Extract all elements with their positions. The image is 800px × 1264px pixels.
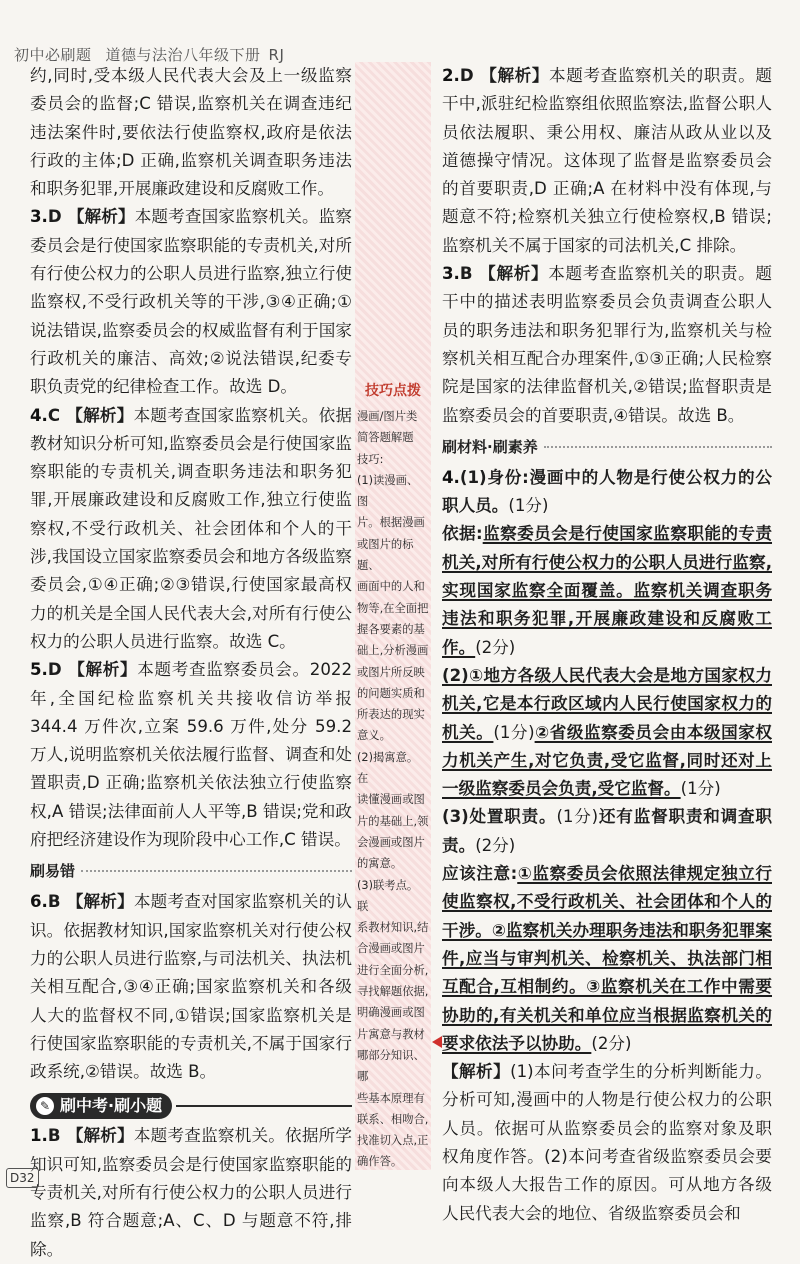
analysis-tag: 【解析】 [67, 207, 135, 227]
tips-line: 简答题解题 [357, 431, 414, 445]
analysis-text: 本题考查对国家监察机关的认识。依据教材知识,国家监察机关对行使公权力的公职人员进行监察,与司法机关、执法机关相互配合,③④正确;国家监察机关和各级人大的监督权不同,①错误;国家监察机关是行使国家监察职能的专责机关,不属于国家行政系统,②错误。故选 B。 [30, 892, 353, 1082]
section-heading-cailiao: 刷材料·刷素养 [442, 432, 772, 462]
tips-line: 所表达的现实 [357, 708, 425, 722]
analysis-tag: 【解析】 [66, 892, 134, 912]
analysis-tag: 【解析】 [66, 405, 134, 425]
analysis-tag: 【解析】 [479, 66, 550, 85]
tips-line: 或图片所反映 [357, 665, 425, 679]
answer-item-3-right: 3.B 【解析】本题考查监察机关的职责。题干中的描述表明监察委员会负责调查公职人员的职务违法和职务犯罪行为,监察机关与检察机关相互配合办理案件,①③正确;人民检察院是国家的法律监督机关,②错误;监督职责是监察委员会的首要职责,④错误。故选 B。 [442, 264, 773, 425]
tips-line: (2)揭寓意。在 [357, 750, 419, 786]
tips-line: 确作答。 [357, 1155, 403, 1169]
header-subject: 道德与法治八年级下册 [105, 46, 261, 64]
tips-line: 漫画/图片类 [357, 410, 418, 423]
header-edition: RJ [268, 46, 285, 64]
tips-line: 明确漫画或图 [357, 1006, 425, 1020]
answer-item-4-part3: (3)处置职责。(1分)还有监督职责和调查职责。(2分) [442, 807, 772, 855]
pointer-arrow-icon [432, 1036, 442, 1048]
tips-line: 础上,分析漫画 [357, 644, 429, 658]
tips-line: 合漫画或图片 [357, 942, 425, 956]
analysis-text: 本题考查监察机关的职责。题干中,派驻纪检监察组依照监察法,监督公职人员依法履职、秉公用权、廉洁从政从业以及道德操守情况。这体现了监督是监察委员会的首要职责,D 正确;A 在材料中没有体现,与题意不符;检察机关独立行使检察权,B 错误;监察机关不属于国家的司法机关,C 排除。 [442, 66, 773, 255]
analysis-text: 本题考查监察机关。依据所学知识可知,监察委员会是行使国家监察职能的专责机关,对所有行使公权力的公职人员进行监察,B 符合题意;A、C、D 与题意不符,排除。 [30, 1126, 353, 1259]
answer-item-4-part1: 4.(1)身份:漫画中的人物是行使公权力的公职人员。(1分) [442, 467, 772, 516]
page-header [0, 0, 800, 62]
tips-title: 技巧点拨 [365, 383, 421, 399]
answer-letter: D [47, 207, 62, 227]
left-column [30, 62, 352, 1264]
tips-line: 读懂漫画或图 [357, 793, 425, 807]
tips-line: 或图片的标题、 [357, 537, 414, 573]
section-heading-zhongkao [30, 1090, 352, 1122]
tips-line: 的寓意。 [357, 857, 403, 871]
answer-item-4-basis: 依据:监察委员会是行使国家监察职能的专责机关,对所有行使公权力的公职人员进行监察,实现国家监察全面覆盖。监察机关调查职务违法和职务犯罪,开展廉政建设和反腐败工作。(2分) [442, 524, 773, 657]
tips-line: 的问题实质和 [357, 686, 425, 700]
answer-item-1: 1.B 【解析】本题考查监察机关。依据所学知识可知,监察委员会是行使国家监察职能的专责机关,对所有行使公权力的公职人员进行监察,B 符合题意;A、C、D 与题意不符,排除。 [30, 1126, 353, 1259]
header-series: 初中必刷题 [14, 46, 92, 64]
answer-item-6: 6.B 【解析】本题考查对国家监察机关的认识。依据教材知识,国家监察机关对行使公权力的公职人员进行监察,与司法机关、执法机关相互配合,③④正确;国家监察机关和各级人大的监督权不同,①错误;国家监察机关是行使国家监察职能的专责机关,不属于国家行政系统,②错误。故选 B。 [30, 892, 353, 1082]
section-divider [176, 1105, 352, 1107]
tips-line: 技巧: [357, 452, 384, 466]
tips-body [357, 406, 429, 1173]
analysis-text: 本题考查国家监察机关。依据教材知识分析可知,监察委员会是行使国家监察职能的专责机关,调查职务违法和职务犯罪,开展廉政建设和反腐败工作,独立行使监察权,不受行政机关、社会团体和个人的干涉,我国设立国家监察委员会和地方各级监察委员会,①④正确;②③错误,行使国家最高权力的机关是全国人民代表大会,对所有行使公权力的公职人员进行监察。故选 C。 [30, 405, 353, 651]
pen-icon: ✎ [36, 1097, 54, 1115]
tips-line: 片。根据漫画 [357, 516, 425, 530]
tips-line: 系教材知识,结 [357, 921, 429, 935]
tips-line: 画面中的人和 [357, 580, 425, 594]
answer-letter: B [459, 264, 473, 284]
analysis-text: 本题考查监察机关的职责。题干中的描述表明监察委员会负责调查公职人员的职务违法和职务犯罪行为,监察机关与检察机关相互配合办理案件,①③正确;人民检察院是国家的法律监督机关,②错误;监督职责是监察委员会的首要职责,④错误。故选 B。 [442, 264, 773, 425]
answer-letter: B [47, 892, 61, 912]
tips-line: 会漫画或图片 [357, 835, 425, 849]
tips-line: 联系、相吻合, [357, 1112, 429, 1126]
answer-item-4-part2: (2)①地方各级人民代表大会是地方国家权力机关,它是本行政区域内人民行使国家权力的机关。(1分)②省级监察委员会由本级国家权力机关产生,对它负责,受它监督,同时还对上一级监察委员会负责,受它监督。(1分) [442, 665, 772, 799]
tips-line: 寻找解题依据, [357, 985, 429, 999]
section-heading-yicuo: 刷易错 [30, 856, 352, 886]
section-badge: ✎ 刷中考·刷小题 [30, 1093, 172, 1119]
analysis-text: 本题考查国家监察机关。监察委员会是行使国家监察职能的专责机关,对所有行使公权力的公职人员进行监察,独立行使监察权,不受行政机关等的干涉,③④正确;①说法错误,监察委员会的权威监督有利于国家行政机关的廉洁、高效;②说法错误,纪委专职负责党的纪律检查工作。故选 D。 [30, 207, 353, 397]
answer-letter: B [47, 1126, 61, 1146]
section-divider [81, 870, 352, 872]
analysis-tag: 【解析】 [66, 1126, 134, 1146]
tips-line: 哪部分知识、哪 [357, 1048, 425, 1084]
answer-item-4-notes: 应该注意:①监察委员会依照法律规定独立行使监察权,不受行政机关、社会团体和个人的干涉。②监察机关办理职务违法和职务犯罪案件,应当与审判机关、检察机关、执法部门相互配合,互相制约。③监察机关在工作中需要协助的,有关机关和单位应当根据监察机关的要求依法予以协助。(2分) [442, 864, 772, 1053]
tips-line: 找准切入点,正 [357, 1134, 429, 1148]
analysis-tag: 【解析】 [67, 660, 138, 680]
answer-item-3: 3.D 【解析】本题考查国家监察机关。监察委员会是行使国家监察职能的专责机关,对所有行使公权力的公职人员进行监察,独立行使监察权,不受行政机关等的干涉,③④正确;①说法错误,监察委员会的权威监督有利于国家行政机关的廉洁、高效;②说法错误,纪委专职负责党的纪律检查工作。故选 D。 [30, 207, 353, 397]
tips-line: 物等,在全面把 [357, 601, 429, 615]
tips-line: 些基本原理有 [357, 1091, 425, 1105]
answer-item-4-analysis: 【解析】(1)本问考查学生的分析判断能力。分析可知,漫画中的人物是行使公权力的公职人员。依据可从监察委员会的监察对象及职权角度作答。(2)本问考查省级监察委员会要向本级人大报告工作的原因。可从地方各级人民代表大会的地位、省级监察委员会和 [442, 1062, 772, 1223]
tips-line: (3)联考点。联 [357, 878, 419, 913]
answer-item-5: 5.D 【解析】本题考查监察委员会。2022 年,全国纪检监察机关共接收信访举报 344.4 万件次,立案 59.6 万件,处分 59.2 万人,说明监察机关依法履行监督、调查和处置职责,D 正确;监察机关依法独立行使监察权,A 错误;法律面前人人平等,B 错误;党和政府把经济建设作为现阶段中心工作,C 错误。 [30, 660, 353, 850]
answer-letter: C [47, 405, 61, 425]
analysis-text: 本题考查监察委员会。2022 年,全国纪检监察机关共接收信访举报 344.4 万件次,立案 59.6 万件,处分 59.2 万人,说明监察机关依法履行监督、调查和处置职责,D 正确;监察机关依法独立行使监察权,A 错误;法律面前人人平等,B 错误;党和政府把经济建设作为现阶段中心工作,C 错误。 [30, 660, 353, 850]
intro-paragraph: 约,同时,受本级人民代表大会及上一级监察委员会的监督;C 错误,监察机关在调查违纪违法案件时,要依法行使监察权,政府是依法行政的主体;D 正确,监察机关调查职务违法和职务犯罪,开展廉政建设和反腐败工作。 [30, 66, 352, 199]
tips-line: 进行全面分析, [357, 963, 429, 977]
analysis-tag: 【解析】 [478, 264, 549, 284]
tips-line: 片的基础上,领 [357, 814, 429, 828]
tips-line: 意义。 [357, 729, 391, 743]
section-divider [544, 446, 772, 448]
answer-item-2: 2.D 【解析】本题考查监察机关的职责。题干中,派驻纪检监察组依照监察法,监督公职人员依法履职、秉公用权、廉洁从政从业以及道德操守情况。这体现了监督是监察委员会的首要职责,D 正确;A 在材料中没有体现,与题意不符;检察机关独立行使检察权,B 错误;监察机关不属于国家的司法机关,C 排除。 [442, 66, 773, 255]
tips-line: (1)读漫画、图 [357, 473, 419, 509]
answer-letter: D [47, 660, 62, 680]
tips-line: 握各要素的基 [357, 622, 425, 636]
page-number: D32 [6, 1168, 39, 1188]
answer-item-4: 4.C 【解析】本题考查国家监察机关。依据教材知识分析可知,监察委员会是行使国家监察职能的专责机关,调查职务违法和职务犯罪,开展廉政建设和反腐败工作,独立行使监察权,不受行政机关、社会团体和个人的干涉,我国设立国家监察委员会和地方各级监察委员会,①④正确;②③错误,行使国家最高权力的机关是全国人民代表大会,对所有行使公权力的公职人员进行监察。故选 C。 [30, 405, 353, 651]
right-column [442, 62, 772, 1228]
answer-letter: D [459, 66, 474, 85]
tips-line: 片寓意与教材 [357, 1027, 425, 1041]
